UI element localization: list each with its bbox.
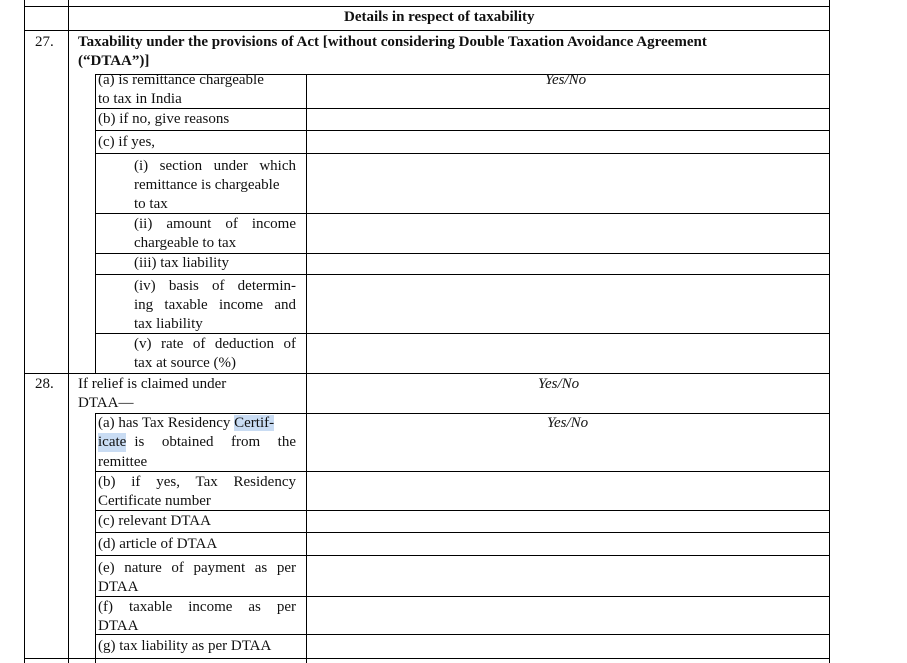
table-border-top [24,6,830,7]
row-28a-answer: Yes/No [547,415,589,431]
row-28a-label-line3: remittee [98,454,148,470]
row-28e-label-line1: (e) nature of payment as per [98,560,296,576]
row-28c-label: (c) relevant DTAA [98,513,211,529]
row-27-title-line2: (“DTAA”)] [78,53,150,69]
row-27-number: 27. [35,34,54,50]
row-28-title-line1: If relief is claimed under [78,376,227,392]
row-divider-28g [24,658,830,659]
row-28g-label: (g) tax liability as per DTAA [98,638,272,654]
row-divider-28c [95,532,830,533]
table-column-divider-item [95,74,96,374]
row-27a-label-line1: (a) is remittance chargeable [98,72,264,88]
row-divider-27a [95,108,830,109]
row-28-title-line2: DTAA— [78,395,134,411]
row-27cv-label-line2: tax at source (%) [134,355,237,371]
row-divider-27civ [95,333,830,334]
table-border-left [24,0,25,663]
row-28a-label-line2-text: is obtained from the [134,434,296,450]
table-column-divider-item-28 [95,413,96,663]
row-divider-28e [95,596,830,597]
row-28-title-answer: Yes/No [538,376,580,392]
row-divider-28f [95,634,830,635]
row-28a-label-line2 [98,433,296,452]
row-27cii-label-line2: chargeable to tax [134,235,237,251]
row-27civ-label-line1: (iv) basis of determin- [134,278,296,294]
row-27ci-label-line1: (i) section under which [134,158,296,174]
row-27civ-label-line2: ing taxable income and [134,297,296,313]
row-27c-label: (c) if yes, [98,134,156,150]
row-28b-label-line2: Certificate number [98,493,211,509]
row-28a-label-line1-text: (a) has Tax Residency [98,415,235,431]
row-divider-27-end [24,373,830,374]
row-28b-label-line1: (b) if yes, Tax Residency [98,474,296,490]
row-28-number: 28. [35,376,54,392]
row-divider-28d [95,555,830,556]
row-27a-label-line2: to tax in India [98,91,182,107]
table-header-title: Details in respect of taxability [344,9,535,25]
row-divider-27ciii [95,274,830,275]
row-divider-27c [95,153,830,154]
row-27-title-line1: Taxability under the provisions of Act [without considering Double Taxation Avoidance Agreement [78,34,707,50]
table-column-divider-number [68,0,69,663]
selected-text-highlight[interactable]: Certif- [234,415,275,431]
row-divider-27ci [95,213,830,214]
row-27civ-label-line3: tax liability [134,316,203,332]
selected-text-highlight-continued[interactable]: icate [98,434,127,450]
row-27ciii-label: (iii) tax liability [134,255,229,271]
row-28f-label-line2: DTAA [98,618,139,634]
row-28d-label: (d) article of DTAA [98,536,218,552]
row-divider-27b [95,130,830,131]
row-27ci-label-line2: remittance is chargeable [134,177,280,193]
table-column-divider-answer [306,74,307,663]
row-27cii-label-line1: (ii) amount of income [134,216,296,232]
row-27a-answer: Yes/No [545,72,587,88]
row-28e-label-line2: DTAA [98,579,139,595]
table-border-right [829,0,830,663]
row-divider-28a [95,471,830,472]
row-divider-header [24,30,830,31]
row-28f-label-line1: (f) taxable income as per [98,599,296,615]
row-27b-label: (b) if no, give reasons [98,111,230,127]
row-27cv-label-line1: (v) rate of deduction of [134,336,296,352]
row-28a-label-line1 [98,414,274,433]
row-27ci-label-line3: to tax [134,196,168,212]
